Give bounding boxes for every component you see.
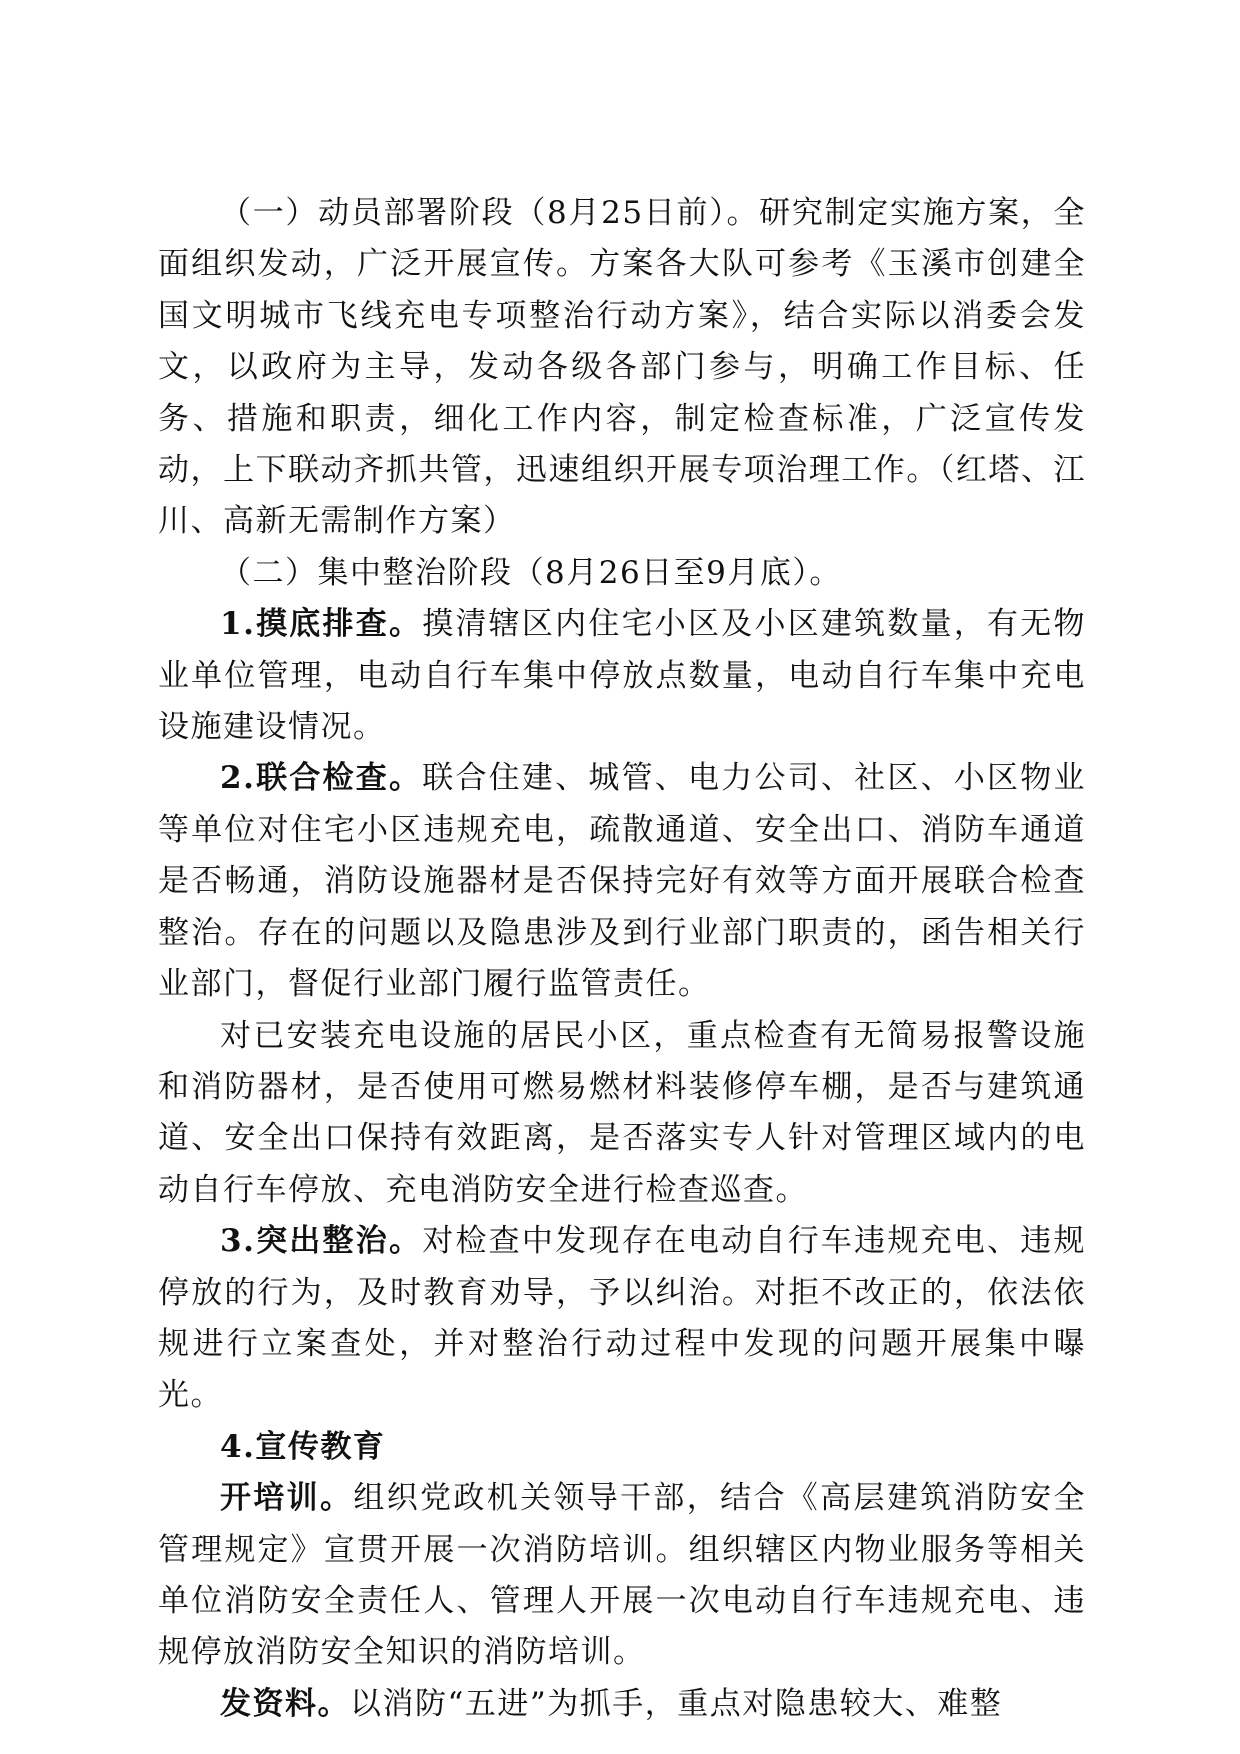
item-training-lead: 开培训。 xyxy=(220,1480,354,1517)
item-rectification-body: 对检查中发现存在电动自行车违规充电、违规停放的行为，及时教育劝导，予以纠治。对拒不改正的，依法依规进行立案查处，并对整治行动过程中发现的问题开展集中曝光。 xyxy=(158,1223,1086,1414)
document-page xyxy=(158,188,1086,1730)
section-mobilization-title: （一）动员部署阶段（8月25日前）。 xyxy=(220,195,760,231)
section-mobilization xyxy=(158,188,1086,548)
item-joint-inspection-lead: 2.联合检查。 xyxy=(220,760,423,797)
item-survey xyxy=(158,599,1086,753)
section-rectification-title: （二）集中整治阶段（8月26日至9月底）。 xyxy=(220,554,842,591)
item-joint-inspection xyxy=(158,753,1086,1010)
item-rectification-lead: 3.突出整治。 xyxy=(220,1223,423,1260)
item-survey-body: 摸清辖区内住宅小区及小区建筑数量，有无物业单位管理，电动自行车集中停放点数量，电动自行车集中充电设施建设情况。 xyxy=(158,606,1086,746)
item-training xyxy=(158,1473,1086,1679)
item-joint-inspection-body: 联合住建、城管、电力公司、社区、小区物业等单位对住宅小区违规充电，疏散通道、安全出口、消防车通道是否畅通，消防设施器材是否保持完好有效等方面开展联合检查整治。存在的问题以及隐患涉及到行业部门职责的，函告相关行业部门，督促行业部门履行监管责任。 xyxy=(158,760,1086,1003)
item-survey-lead: 1.摸底排查。 xyxy=(220,606,423,643)
item-publicity-title: 4.宣传教育 xyxy=(220,1428,386,1465)
item-materials-lead: 发资料。 xyxy=(220,1685,350,1722)
item-joint-inspection-extra: 对已安装充电设施的居民小区，重点检查有无简易报警设施和消防器材，是否使用可燃易燃材料装修停车棚，是否与建筑通道、安全出口保持有效距离，是否落实专人针对管理区域内的电动自行车停放、充电消防安全进行检查巡查。 xyxy=(158,1017,1086,1208)
item-training-body: 组织党政机关领导干部，结合《高层建筑消防安全管理规定》宣贯开展一次消防培训。组织辖区内物业服务等相关单位消防安全责任人、管理人开展一次电动自行车违规充电、违规停放消防安全知识的消防培训。 xyxy=(158,1480,1087,1671)
section-mobilization-body: 研究制定实施方案，全面组织发动，广泛开展宣传。方案各大队可参考《玉溪市创建全国文明城市飞线充电专项整治行动方案》，结合实际以消委会发文，以政府为主导，发动各级各部门参与，明确工作目标、任务、措施和职责，细化工作内容，制定检查标准，广泛宣传发动，上下联动齐抓共管，迅速组织开展专项治理工作。（红塔、江川、高新无需制作方案） xyxy=(158,195,1086,540)
item-rectification xyxy=(158,1216,1086,1422)
item-materials-body: 以消防“五进”为抓手，重点对隐患较大、难整 xyxy=(350,1685,1003,1722)
item-materials xyxy=(158,1679,1086,1730)
